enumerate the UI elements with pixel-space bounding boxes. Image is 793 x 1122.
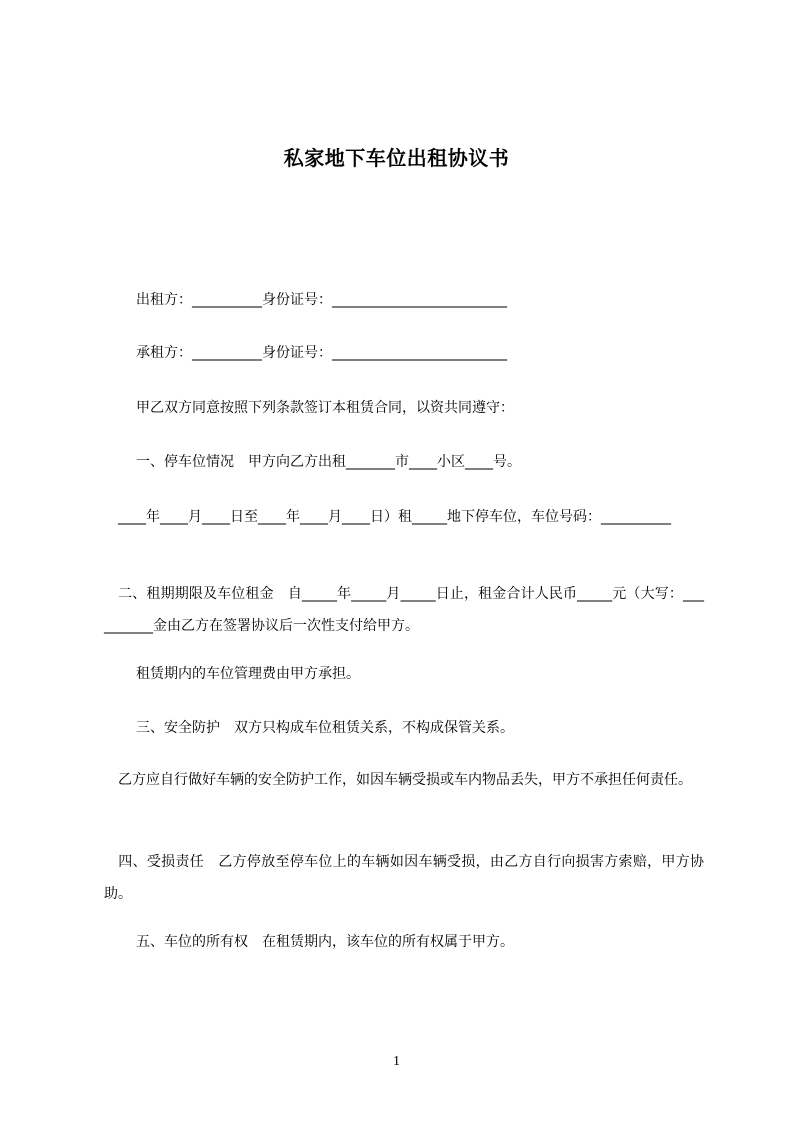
- clause-3-heading: 三、安全防护 双方只构成车位租赁关系，不构成保管关系。: [136, 720, 514, 736]
- clause-1-heading: 一、停车位情况 甲方向乙方出租_______市____小区____号。: [136, 454, 521, 470]
- clause-2-rent: 二、租期期限及车位租金 自_____年_____月_____日止，租金合计人民币_____元（大写：__________金由乙方在签署协议后一次性支付给甲方。: [104, 586, 704, 634]
- clause-4-liability: 四、受损责任 乙方停放至停车位上的车辆如因车辆受损，由乙方自行向损害方索赔，甲方协助。: [104, 854, 704, 902]
- clause-5-ownership: 五、车位的所有权 在租赁期内，该车位的所有权属于甲方。: [136, 934, 514, 950]
- lessee-line: 承租方：__________身份证号：_________________________: [136, 345, 507, 361]
- clause-1-dates: ____年____月____日至____年____月____日）租_____地下停车位，车位号码：__________: [104, 509, 671, 525]
- clause-3-detail: 乙方应自行做好车辆的安全防护工作，如因车辆受损或车内物品丢失，甲方不承担任何责任。: [104, 772, 692, 788]
- page-number: 1: [393, 1054, 400, 1069]
- clause-2-note: 租赁期内的车位管理费由甲方承担。: [136, 666, 360, 682]
- preamble: 甲乙双方同意按照下列条款签订本租赁合同，以资共同遵守：: [136, 400, 514, 416]
- document-title: 私家地下车位出租协议书: [283, 146, 510, 170]
- lessor-line: 出租方：__________身份证号：_________________________: [136, 292, 507, 308]
